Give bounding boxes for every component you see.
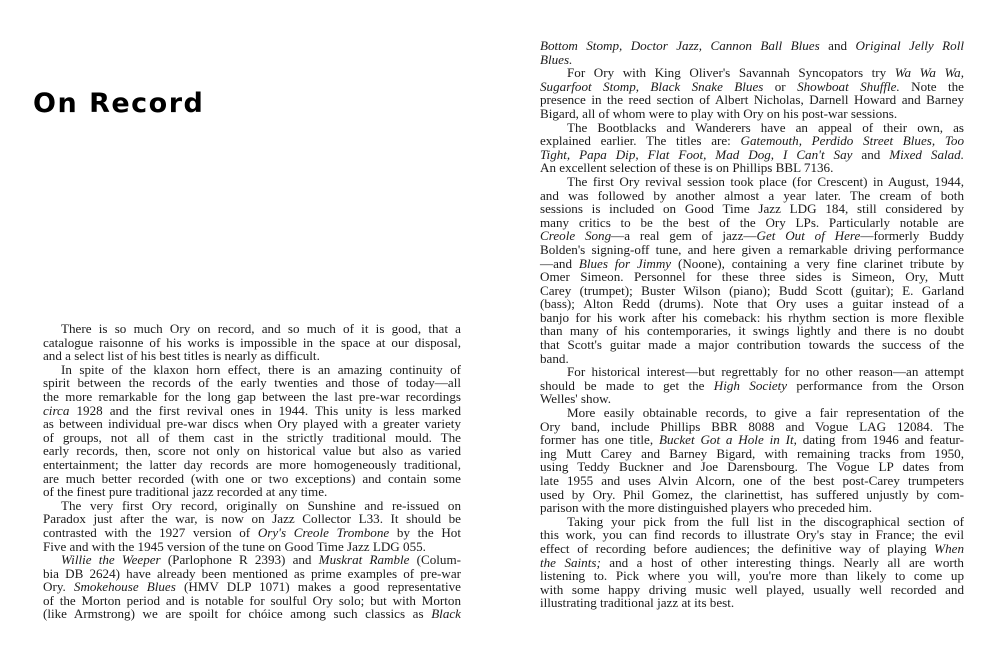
text-line: as between individual pre-war discs when Ory played with a greater variety: [43, 416, 461, 432]
text-line: The first Ory revival session took place (for Crescent) in August, 1944,: [567, 173, 964, 189]
text-line: are much better recorded (with one or two exceptions) and contain some: [43, 470, 461, 486]
text-line: ing Mutt Carey and Barney Bigard, with remaining tracks from 1950,: [540, 445, 964, 461]
text-line: illustrating traditional jazz at its best.: [540, 595, 735, 611]
text-line: banjo for his work after his comeback: his rhythm section is more flexible: [540, 309, 964, 325]
text-line: Willie the Weeper (Parlophone R 2393) and Muskrat Ramble (Colum-: [61, 552, 461, 568]
text-line: of the Morton period and is notable for soulful Ory solo; but with Morton: [43, 592, 461, 608]
left-column: [43, 322, 461, 621]
text-line: with some happy driving music well played, usually well recorded and: [540, 581, 964, 597]
text-line: catalogue raisonne of his works is impossible in the space at our disposal,: [43, 334, 461, 350]
text-line: than many of his contemporaries, it swings lightly and there is no doubt: [540, 323, 964, 339]
text-line: Tight, Papa Dip, Flat Foot, Mad Dog, I Can't Say and Mixed Salad.: [540, 146, 964, 162]
text-line: should be made to get the High Society performance from the Orson: [540, 377, 965, 393]
text-line: spirit between the records of the early twenties and those of today—all: [43, 375, 461, 391]
text-line: For Ory with King Oliver's Savannah Syncopators try Wa Wa Wa,: [567, 65, 964, 81]
text-line: Sugarfoot Stomp, Black Snake Blues or Showboat Shuffle. Note the: [540, 78, 964, 94]
text-line: Ory. Smokehouse Blues (HMV DLP 1071) makes a good representative: [43, 579, 461, 595]
text-line: of the finest pure traditional jazz recorded at any time.: [43, 484, 328, 500]
text-line: Creole Song—a real gem of jazz—Get Out of Here—formerly Buddy: [540, 228, 964, 244]
text-line: used by Ory. Phil Gomez, the clarinettist, has suffered unjustly by com-: [540, 486, 964, 502]
text-line: of groups, not all of them cast in the strictly traditional mould. The: [43, 429, 461, 445]
text-line: explained earlier. The titles are: Gatemouth, Perdido Street Blues, Too: [540, 133, 965, 149]
text-line: Five and with the 1945 version of the tune on Good Time Jazz LDG 055.: [43, 538, 426, 554]
text-line: parison with the more distinguished players who preceded him.: [540, 500, 872, 516]
text-line: the more remarkable for the long gap between the last pre-war recordings: [43, 388, 461, 404]
text-line: this work, you can find records to illustrate Ory's stay in France; the evil: [540, 527, 964, 543]
text-line: bia DB 2624) have already been mentioned as prime examples of pre-war: [43, 565, 461, 581]
text-line: Carey (trumpet); Buster Wilson (piano); Budd Scott (guitar); E. Garland: [540, 282, 964, 298]
text-line: using Teddy Buckner and Joe Darensbourg. The Vogue LP dates from: [540, 459, 964, 475]
text-line: Blues.: [540, 51, 573, 67]
text-line: band.: [540, 350, 569, 366]
text-line: An excellent selection of these is on Phillips BBL 7136.: [540, 160, 834, 176]
text-line: Bigard, all of whom were to play with Ory on his post-war sessions.: [540, 105, 898, 121]
text-line: and was followed by another almost a year later. The cream of both: [540, 187, 964, 203]
text-line: effect of recording before audiences; the definitive way of playing When: [540, 540, 964, 556]
text-line: entertainment; the latter day records are more homogeneously traditional,: [43, 456, 461, 472]
text-line: many critics to be the best of the Ory LPs. Particularly notable are: [540, 214, 964, 230]
text-line: The Bootblacks and Wanderers have an appeal of their own, as: [567, 119, 964, 135]
text-line: contrasted with the 1927 version of Ory's Creole Trombone by the Hot: [43, 524, 461, 540]
text-line: the Saints; and a host of other interesting things. Nearly all are worth: [540, 554, 964, 570]
text-line: circa 1928 and the first revival ones in 1944. This unity is less marked: [43, 402, 461, 418]
text-line: —and Blues for Jimmy (Noone), containing a very fine clarinet tribute by: [540, 255, 965, 271]
text-line: sessions is included on Good Time Jazz LDG 184, still considered by: [540, 201, 964, 217]
text-line: In spite of the klaxon horn effect, there is an amazing continuity of: [61, 361, 461, 377]
text-line: Taking your pick from the full list in the discographical section of: [567, 513, 964, 529]
text-line: listening to. Pick where you will, you're more than likely to come up: [540, 568, 964, 584]
text-line: More easily obtainable records, to give a fair representation of the: [567, 405, 964, 421]
text-line: and a select list of his best titles is nearly as difficult.: [43, 348, 320, 364]
text-line: (like Armstrong) we are spoilt for chóice among such classics as Black: [43, 606, 461, 622]
text-line: presence in the reed section of Albert Nicholas, Darnell Howard and Barney: [540, 92, 964, 108]
page-title: On Record: [33, 88, 205, 119]
text-line: Ory band, include Phillips BBR 8088 and Vogue LAG 12084. The: [540, 418, 964, 434]
text-line: that Scott's guitar made a major contribution towards the success of the: [540, 337, 964, 353]
text-line: Bolden's signing-off tune, and here given a remarkable driving performance: [540, 241, 964, 257]
text-line: Omer Simeon. Personnel for these three sides is Simeon, Ory, Mutt: [540, 269, 964, 285]
text-line: Welles' show.: [540, 391, 612, 407]
text-line: For historical interest—but regrettably for no other reason—an attempt: [567, 364, 964, 380]
text-line: Paradox just after the war, is now on Jazz Collector L33. It should be: [43, 511, 461, 527]
text-line: late 1955 and uses Alvin Alcorn, one of the best post-Carey trumpeters: [540, 473, 964, 488]
text-line: The very first Ory record, originally on Sunshine and re-issued on: [61, 497, 461, 513]
text-line: former has one title, Bucket Got a Hole in It, dating from 1946 and featur-: [540, 432, 964, 448]
text-line: Bottom Stomp, Doctor Jazz, Cannon Ball Blues and Original Jelly Roll: [540, 38, 964, 53]
text-line: (bass); Alton Redd (drums). Note that Ory uses a guitar instead of a: [540, 296, 964, 312]
text-line: early records, then, score not only on historical value but also as varied: [43, 443, 461, 459]
right-column: [540, 39, 964, 610]
text-line: There is so much Ory on record, and so much of it is good, that a: [61, 321, 461, 336]
